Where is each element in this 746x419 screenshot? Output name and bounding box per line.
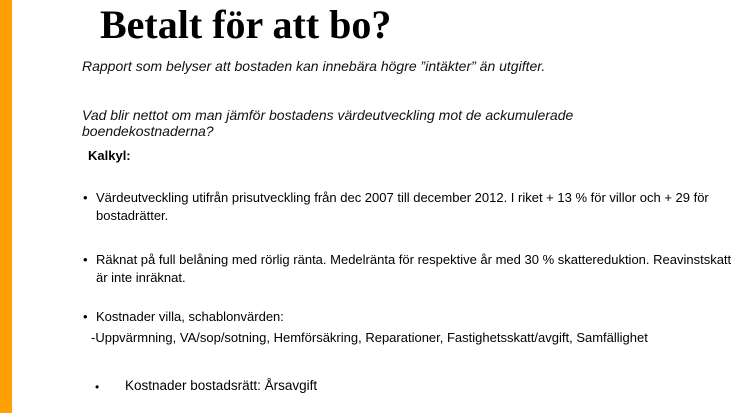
slide-title: Betalt för att bo?: [100, 1, 392, 47]
bullet-belaning: • Räknat på full belåning med rörlig ränta. Medelränta för respektive år med 30 % skattereduktion. Reavinstskatt är inte inräknat.: [96, 251, 744, 286]
accent-bar: [0, 0, 12, 413]
villa-cost-detail-line: -Uppvärmning, VA/sop/sotning, Hemförsäkring, Reparationer, Fastighetsskatt/avgift, Samfällighet: [91, 330, 648, 345]
bullet-vardeutveckling: • Värdeutveckling utifrån prisutveckling från dec 2007 till december 2012. I riket + 13 % för villor och + 29 för bostadrätter.: [96, 189, 744, 224]
intro-statement: Rapport som belyser att bostaden kan innebära högre ”intäkter” än utgifter.: [82, 58, 546, 74]
section-heading-kalkyl: Kalkyl:: [88, 148, 131, 163]
bullet-kostnader-villa: • Kostnader villa, schablonvärden:: [96, 308, 744, 326]
intro-question: Vad blir nettot om man jämför bostadens värdeutveckling mot de ackumulerade boendekostnaderna?: [82, 107, 574, 139]
bullet-kostnader-bostadsratt: • Kostnader bostadsrätt: Årsavgift: [125, 377, 725, 395]
